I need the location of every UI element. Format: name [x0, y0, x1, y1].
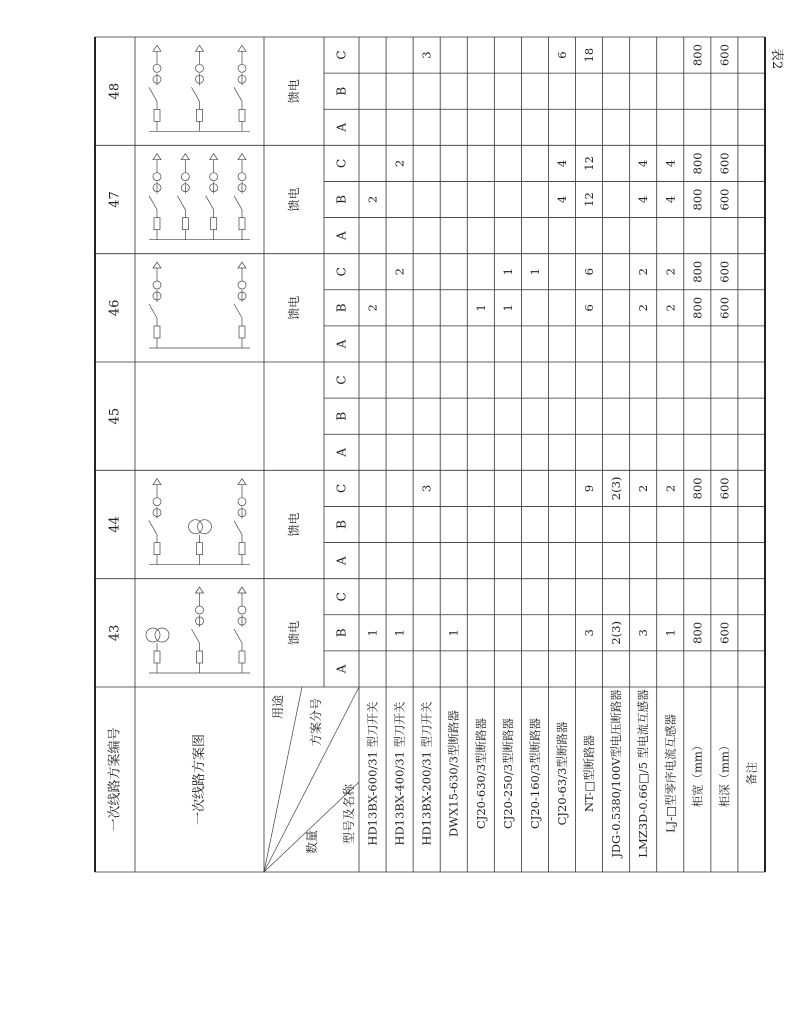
- sub-label: B: [334, 303, 349, 313]
- fuse-icon: [239, 543, 245, 555]
- cell-value: 2: [663, 268, 678, 276]
- cell-value: 2: [663, 304, 678, 312]
- grid-line: [206, 196, 214, 210]
- cell-value: 600: [717, 621, 732, 644]
- cell-value: 4: [663, 159, 678, 168]
- fuse-icon: [197, 109, 203, 121]
- cell-value: 800: [690, 621, 705, 644]
- item-name: CJ20-250/3型断路器: [500, 717, 515, 830]
- scheme-id: 43: [107, 624, 123, 642]
- fuse-icon: [154, 543, 160, 555]
- arrow-icon: [238, 154, 246, 160]
- item-name: HD13BX-400/31 型刀开关: [392, 701, 407, 846]
- item-name: CJ20-160/3型断路器: [527, 717, 542, 830]
- grid-line: [149, 304, 157, 318]
- cell-value: 12: [582, 192, 597, 207]
- sub-label: B: [334, 195, 349, 204]
- corner-usage: 用途: [271, 694, 285, 720]
- cell-value: 4: [636, 195, 651, 204]
- grid-line: [234, 87, 242, 101]
- item-name: CJ20-63/3型断路器: [555, 721, 569, 826]
- cell-value: 800: [690, 44, 705, 67]
- cell-value: 9: [582, 484, 597, 493]
- item-name: HD13BX-600/31 型刀开关: [365, 701, 380, 846]
- scheme-columns: [108, 44, 732, 674]
- sub-label: C: [334, 592, 349, 602]
- ct-icon: [238, 281, 246, 289]
- item-name: 备注: [744, 762, 759, 785]
- fuse-icon: [182, 218, 188, 230]
- grid-line: [234, 629, 242, 643]
- vt-coil-icon: [155, 628, 169, 642]
- cell-value: 3: [582, 629, 597, 637]
- grid-line: [234, 304, 242, 318]
- scheme-usage: 馈电: [287, 187, 301, 212]
- scheme-usage: 馈电: [287, 620, 301, 645]
- cell-value: 3: [419, 484, 434, 493]
- vt-icon: [189, 520, 212, 565]
- cell-value: 4: [636, 159, 651, 168]
- scheme-id: 47: [107, 191, 123, 208]
- cell-value: 600: [717, 296, 732, 319]
- item-name: LMZ3D-0.66□/5 型电流互感器: [636, 689, 651, 858]
- vt-coil-icon: [189, 520, 203, 534]
- cell-value: 12: [582, 156, 597, 171]
- cell-value: 800: [690, 260, 705, 283]
- grid-line: [234, 521, 242, 535]
- cell-value: 800: [690, 477, 705, 500]
- sub-label: B: [334, 628, 349, 638]
- corner-qty: 数量: [305, 829, 319, 855]
- ct-icon: [196, 64, 204, 72]
- cell-value: 600: [717, 44, 732, 67]
- arrow-icon: [153, 154, 161, 160]
- grid-line: [177, 196, 185, 210]
- item-name: DWX15-630/3型断路器: [446, 710, 461, 837]
- feeder-icon: [149, 45, 161, 131]
- cell-value: 1: [500, 268, 515, 276]
- cell-value: 2(3): [609, 621, 624, 645]
- sub-label: C: [334, 483, 349, 493]
- sub-label: B: [334, 520, 349, 529]
- cell-value: 1: [527, 268, 542, 276]
- feeder-icon: [192, 45, 204, 131]
- scheme-id: 44: [107, 516, 123, 533]
- item-name: 柜深（mm）: [717, 739, 732, 808]
- fuse-icon: [197, 651, 203, 663]
- item-name: CJ20-630/3型断路器: [473, 717, 488, 830]
- fuse-icon: [239, 326, 245, 338]
- grid-line: [149, 521, 157, 535]
- arrow-icon: [210, 154, 218, 160]
- grid-line: [149, 87, 157, 101]
- sub-label: A: [334, 231, 349, 240]
- arrow-icon: [153, 479, 161, 485]
- cell-value: 800: [690, 152, 705, 175]
- cell-value: 2: [636, 268, 651, 276]
- cell-value: 600: [717, 260, 732, 283]
- feeder-icon: [234, 45, 246, 131]
- vt-coil-icon: [198, 520, 212, 534]
- header-left: 一次线路方案编号: [107, 727, 123, 832]
- ct-icon: [238, 498, 246, 506]
- cell-value: 1: [500, 304, 515, 312]
- table-label: 表2: [769, 48, 784, 70]
- arrow-icon: [238, 587, 246, 593]
- item-name: 柜宽（mm）: [690, 739, 705, 808]
- scheme-48: [108, 44, 732, 133]
- feeder-icon: [234, 587, 246, 673]
- diagram-label: 一次线路方案图: [192, 733, 207, 826]
- cell-value: 2: [365, 195, 380, 204]
- fuse-icon: [239, 651, 245, 663]
- ct-icon: [153, 498, 161, 506]
- ct-icon: [153, 173, 161, 181]
- cell-value: 1: [365, 629, 380, 637]
- feeder-icon: [192, 587, 204, 673]
- cell-value: 600: [717, 477, 732, 500]
- scheme-43: [108, 587, 732, 674]
- fuse-icon: [154, 326, 160, 338]
- cell-value: 4: [663, 195, 678, 204]
- feeder-icon: [149, 262, 161, 348]
- sub-label: A: [334, 122, 349, 132]
- scheme-table: [95, 37, 765, 872]
- cell-value: 18: [582, 47, 597, 63]
- fuse-icon: [239, 218, 245, 230]
- feeder-icon: [177, 154, 189, 240]
- cell-value: 1: [473, 304, 488, 312]
- sub-label: C: [334, 375, 349, 385]
- scheme-usage: 馈电: [287, 295, 301, 320]
- item-name: JDG-0.5380/100V型电压断路器: [609, 687, 624, 858]
- cell-value: 3: [636, 629, 651, 637]
- cell-value: 1: [392, 629, 407, 637]
- ct-icon: [196, 606, 204, 614]
- feeder-icon: [234, 479, 246, 565]
- fuse-icon: [197, 543, 203, 555]
- ct-icon: [181, 173, 189, 181]
- scheme-44: [108, 477, 732, 566]
- grid-line: [149, 196, 157, 210]
- cell-value: 1: [446, 629, 461, 637]
- item-name: NT-□型断路器: [582, 734, 597, 813]
- fuse-icon: [154, 218, 160, 230]
- arrow-icon: [153, 45, 161, 51]
- cell-value: 2: [392, 268, 407, 276]
- scheme-45: [108, 375, 349, 457]
- arrow-icon: [153, 262, 161, 268]
- ct-icon: [153, 281, 161, 289]
- fuse-icon: [239, 109, 245, 121]
- vt-icon: [146, 628, 169, 673]
- arrow-icon: [196, 45, 204, 51]
- cell-value: 600: [717, 188, 732, 211]
- cell-value: 6: [555, 51, 569, 59]
- sub-label: A: [334, 556, 349, 565]
- ct-icon: [238, 606, 246, 614]
- ct-icon: [238, 64, 246, 72]
- cell-value: 3: [419, 51, 434, 59]
- cell-value: 2: [365, 304, 380, 312]
- corner-model: 型号及名称: [342, 783, 356, 845]
- cell-value: 6: [582, 268, 597, 276]
- feeder-icon: [206, 154, 218, 240]
- arrow-icon: [238, 262, 246, 268]
- ct-icon: [153, 64, 161, 72]
- scheme-46: [108, 261, 732, 350]
- sub-label: A: [334, 664, 349, 674]
- ct-icon: [210, 173, 218, 181]
- item-name: HD13BX-200/31 型刀开关: [419, 701, 434, 846]
- arrow-icon: [238, 479, 246, 485]
- scheme-id: 46: [107, 299, 123, 317]
- feeder-icon: [149, 154, 161, 240]
- sub-label: B: [334, 411, 349, 421]
- cell-value: 2: [636, 304, 651, 312]
- feeder-icon: [234, 154, 246, 240]
- scheme-id: 45: [107, 407, 123, 425]
- cell-value: 1: [663, 629, 678, 637]
- fuse-icon: [154, 651, 160, 663]
- feeder-icon: [149, 479, 161, 565]
- cell-value: 600: [717, 152, 732, 175]
- grid-line: [192, 629, 200, 643]
- sub-label: A: [334, 447, 349, 457]
- item-name: LJ-□型零序电流互感器: [663, 714, 678, 833]
- arrow-icon: [181, 154, 189, 160]
- sub-label: C: [334, 158, 349, 168]
- cell-value: 2: [636, 484, 651, 493]
- cell-value: 800: [690, 296, 705, 319]
- cell-value: 4: [555, 159, 569, 168]
- arrow-icon: [238, 45, 246, 51]
- corner-subno: 方案分号: [309, 697, 323, 747]
- cell-value: 2: [663, 484, 678, 493]
- sub-label: C: [334, 50, 349, 60]
- arrow-icon: [196, 587, 204, 593]
- scheme-usage: 馈电: [287, 79, 301, 104]
- fuse-icon: [211, 218, 217, 230]
- grid-line: [192, 87, 200, 101]
- cell-value: 800: [690, 188, 705, 211]
- cell-value: 2: [392, 159, 407, 168]
- sub-label: C: [334, 267, 349, 277]
- grid-line: [234, 196, 242, 210]
- cell-value: 2(3): [609, 476, 624, 501]
- cell-value: 6: [582, 304, 597, 312]
- sub-label: B: [334, 86, 349, 96]
- cell-value: 4: [555, 195, 569, 204]
- feeder-icon: [234, 262, 246, 348]
- scheme-usage: 馈电: [287, 512, 301, 537]
- item-names: [366, 689, 759, 859]
- scheme-47: [108, 152, 732, 241]
- header-corner: [107, 687, 360, 872]
- vt-coil-icon: [146, 628, 160, 642]
- fuse-icon: [154, 109, 160, 121]
- ct-icon: [238, 173, 246, 181]
- scheme-id: 48: [107, 82, 123, 100]
- sub-label: A: [334, 339, 349, 349]
